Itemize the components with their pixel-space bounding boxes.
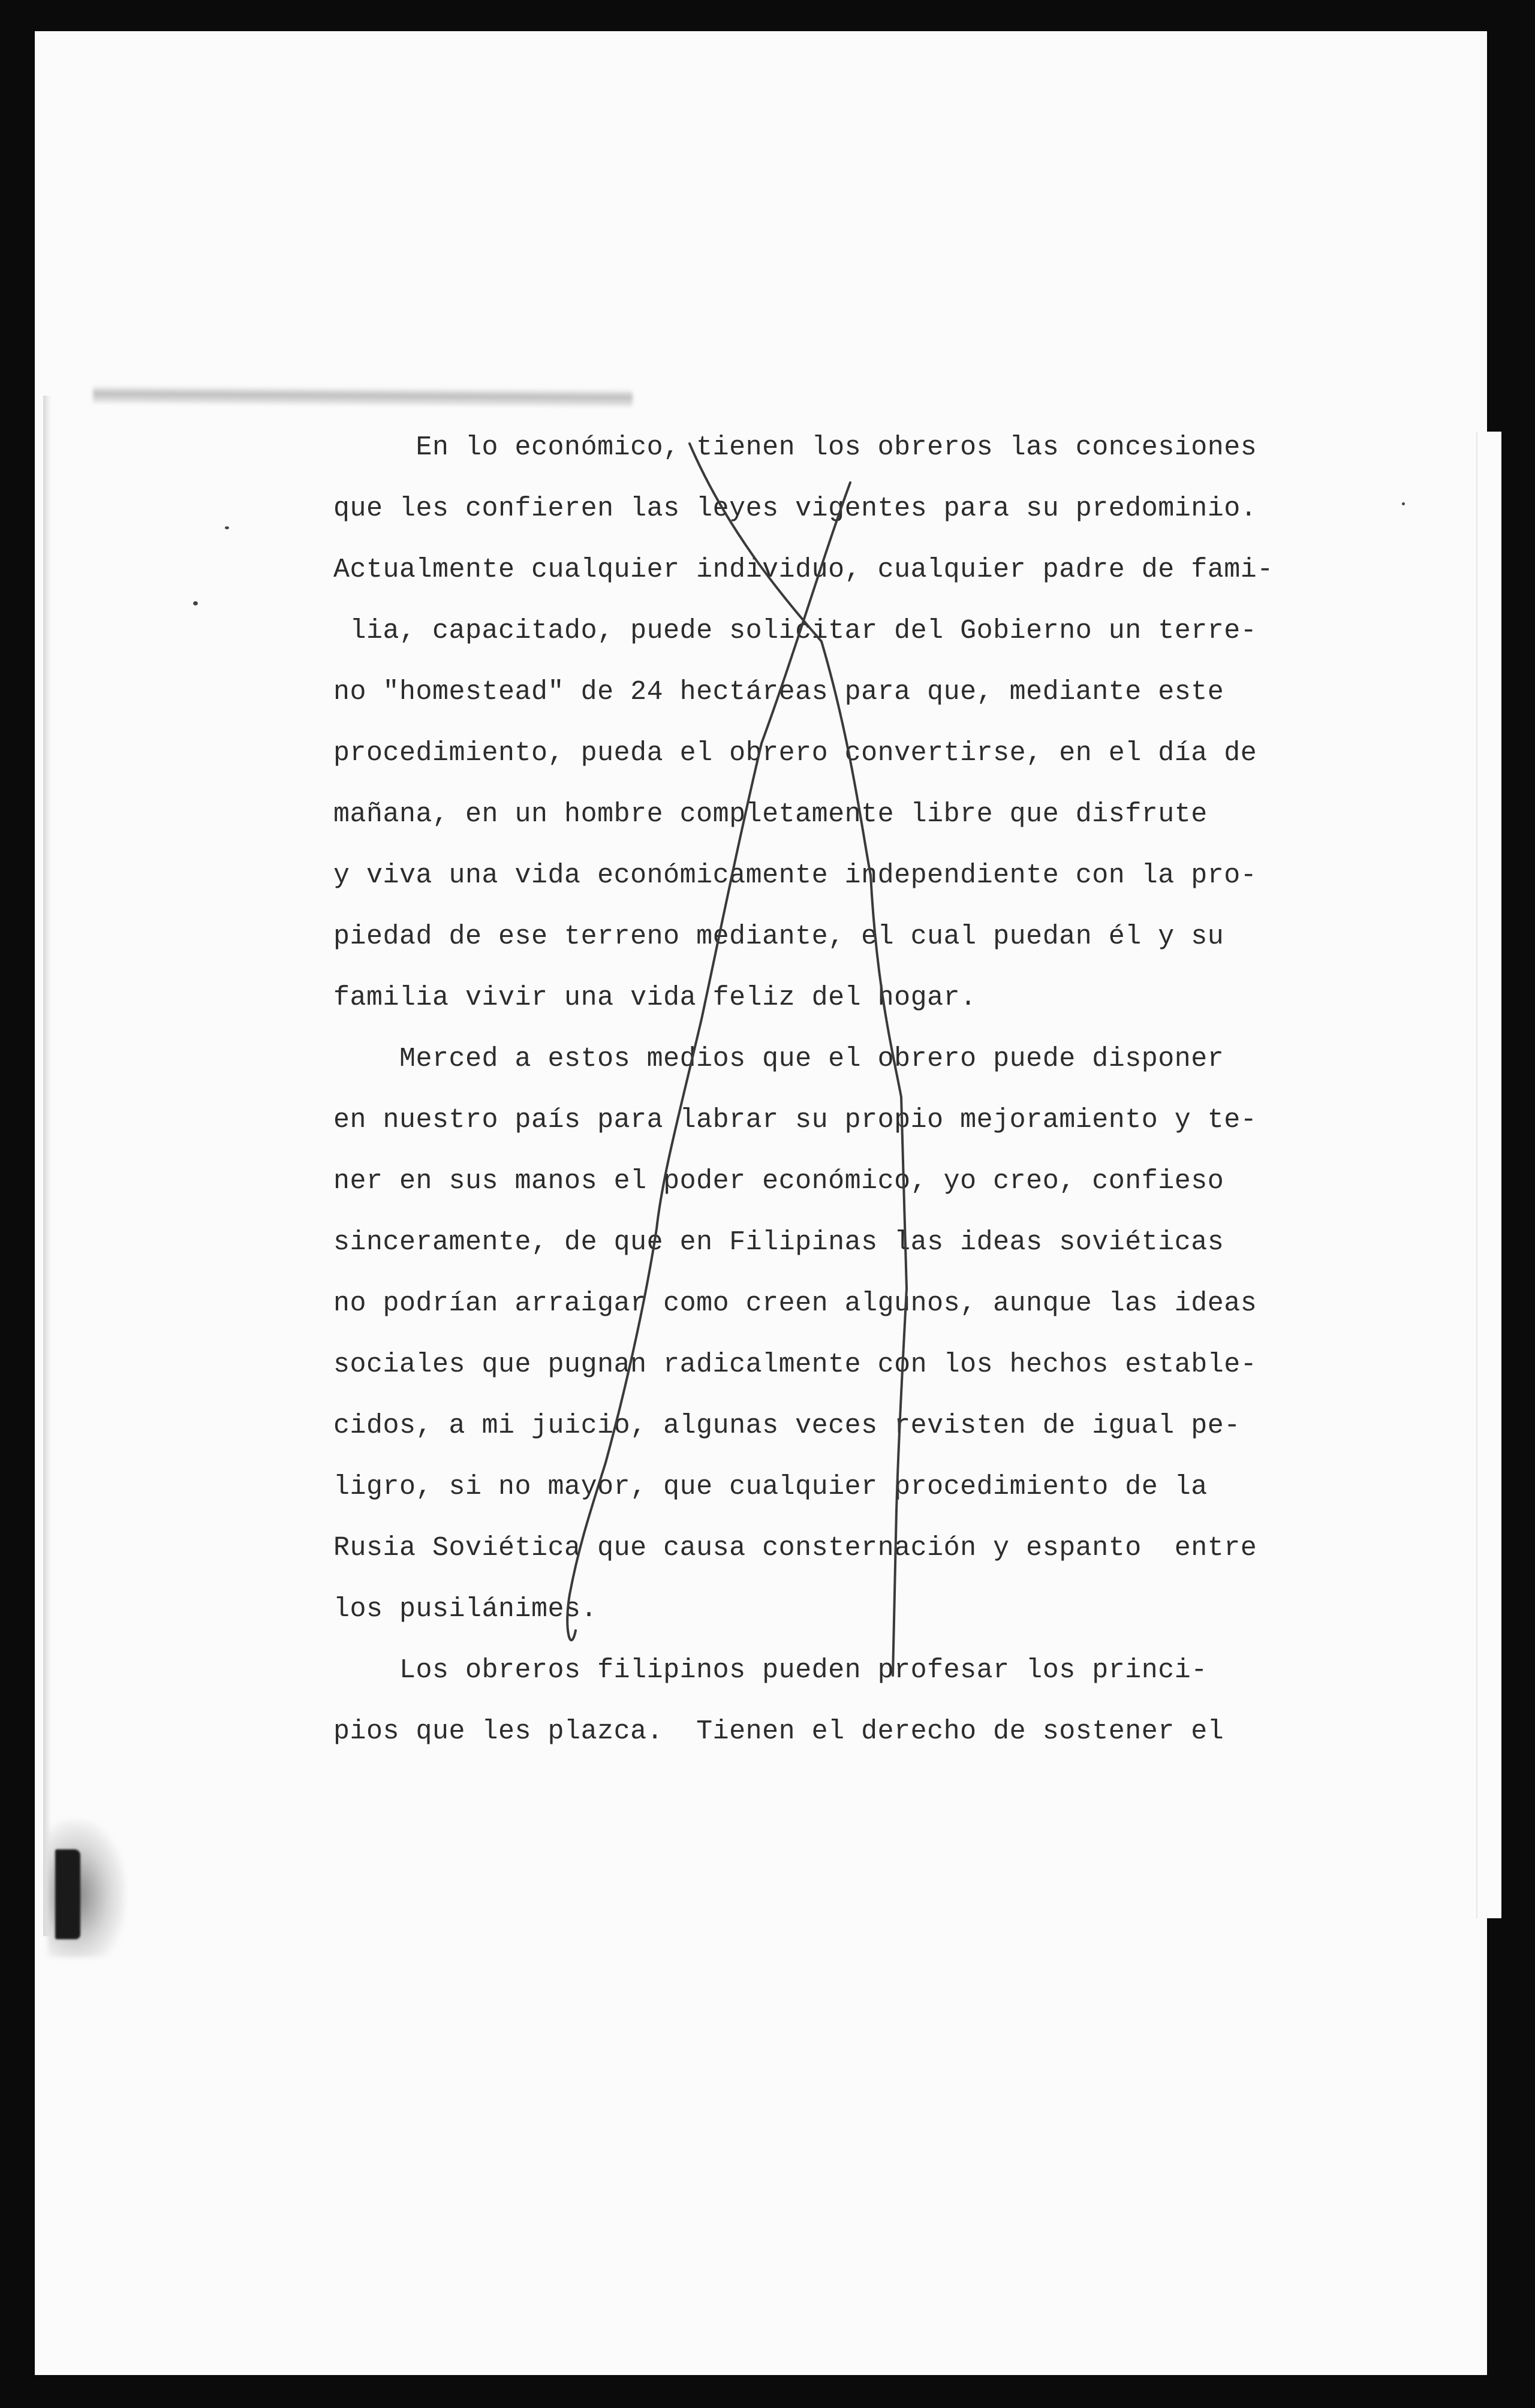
scan-border-right-top (1487, 31, 1500, 432)
text-line: En lo económico, tienen los obreros las concesiones (333, 432, 1257, 463)
paragraph-2 (333, 1029, 1365, 1640)
clip-shadow-mark (55, 1849, 80, 1939)
text-line: mañana, en un hombre completamente libre que disfrute (333, 799, 1208, 830)
stray-dot (193, 601, 198, 605)
text-line: sinceramente, de que en Filipinas las ideas soviéticas (333, 1227, 1224, 1258)
text-line: ner en sus manos el poder económico, yo creo, confieso (333, 1166, 1224, 1197)
stray-dot (1402, 502, 1405, 505)
paragraph-1 (333, 417, 1365, 1029)
text-line: ligro, si no mayor, que cualquier procedimiento de la (333, 1472, 1208, 1502)
text-line: Merced a estos medios que el obrero puede disponer (333, 1044, 1224, 1074)
text-line: familia vivir una vida feliz del hogar. (333, 983, 977, 1013)
text-line: no "homestead" de 24 hectáreas para que, mediante este (333, 677, 1224, 707)
paragraph-3 (333, 1640, 1365, 1762)
text-line: los pusilánimes. (333, 1594, 598, 1625)
typed-text (333, 417, 1365, 1762)
text-line: sociales que pugnan radicalmente con los hechos estable- (333, 1349, 1257, 1380)
inner-sheet-left-edge (43, 396, 52, 1936)
stray-dot (225, 526, 229, 529)
text-line: no podrían arraigar como creen algunos, aunque las ideas (333, 1288, 1257, 1319)
text-line: procedimiento, pueda el obrero convertirse, en el día de (333, 738, 1257, 768)
text-line: Rusia Soviética que causa consternación y espanto entre (333, 1533, 1257, 1563)
text-line: piedad de ese terreno mediante, el cual puedan él y su (333, 921, 1224, 952)
text-line: cidos, a mi juicio, algunas veces revisten de igual pe- (333, 1411, 1241, 1441)
text-line: y viva una vida económicamente independiente con la pro- (333, 860, 1257, 891)
text-line: lia, capacitado, puede solicitar del Gobierno un terre- (333, 616, 1257, 646)
inner-sheet-right-edge (1476, 432, 1501, 1918)
scan-border-right-bottom (1487, 1918, 1500, 2375)
text-line: Actualmente cualquier individuo, cualquier padre de fami- (333, 554, 1274, 585)
text-line: pios que les plazca. Tienen el derecho de sostener el (333, 1716, 1224, 1747)
text-line: que les confieren las leyes vigentes para su predominio. (333, 493, 1257, 524)
text-line: Los obreros filipinos pueden profesar los princi- (333, 1655, 1208, 1686)
inner-sheet-top-edge (93, 385, 633, 407)
text-line: en nuestro país para labrar su propio mejoramiento y te- (333, 1105, 1257, 1135)
